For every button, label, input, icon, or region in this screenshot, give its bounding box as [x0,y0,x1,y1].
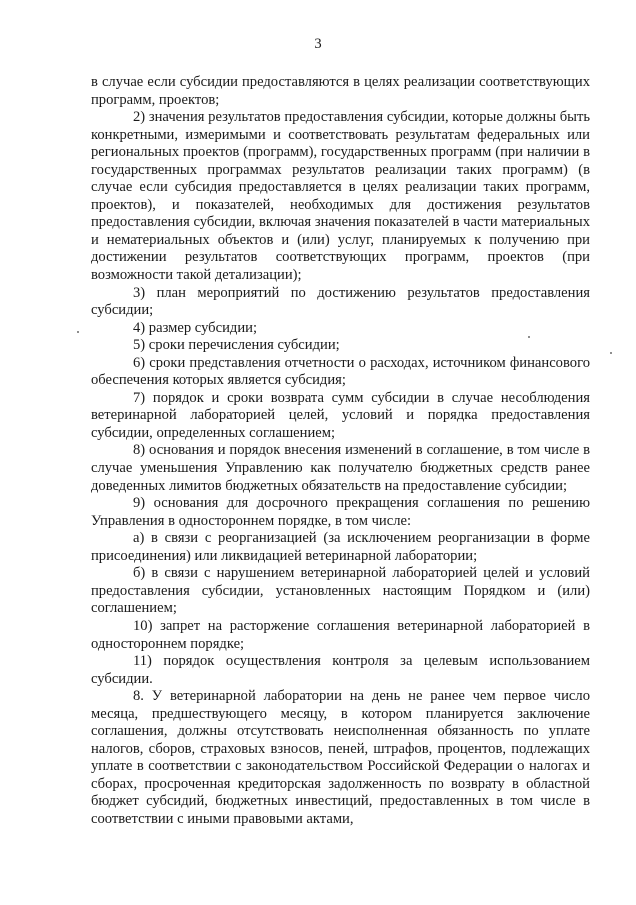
paragraph-item-9-termination-grounds: 9) основания для досрочного прекращения соглашения по решению Управления в одностороннем порядке, в том числе: [91,495,590,529]
paragraph-subsidy-programs-clause: в случае если субсидии предоставляются в целях реализации соответствующих программ, проектов; [91,74,590,108]
page-number: 3 [314,36,322,52]
scan-speck [610,352,612,354]
paragraph-section-8-requirements: 8. У ветеринарной лаборатории на день не ранее чем первое число месяца, предшествующего месяцу, в котором планируется заключение соглашения, должны отсутствовать неисполненная обязанность по уплате налогов, сборов, страховых взносов, пеней, штрафов, процентов, подлежащих уплате в соответствии с законодательством Российской Федерации о налогах и сборах, просроченная кредиторская задолженность по возврату в областной бюджет субсидий, бюджетных инвестиций, предоставленных в том числе в соответствии с иными правовыми актами, [91,688,590,827]
paragraph-item-4-subsidy-amount: 4) размер субсидии; [133,319,257,336]
scan-speck [77,331,79,333]
paragraph-item-7-refund-procedure: 7) порядок и сроки возврата сумм субсидии в случае несоблюдения ветеринарной лабораторией целей, условий и порядка предоставления субсидии, определенных соглашением; [91,389,590,441]
paragraph-item-10-termination-ban: 10) запрет на расторжение соглашения ветеринарной лабораторией в одностороннем порядке; [91,617,590,652]
scan-speck [528,336,530,338]
paragraph-subitem-a-reorganization: а) в связи с реорганизацией (за исключением реорганизации в форме присоединения) или ликвидацией ветеринарной лаборатории; [91,530,590,564]
paragraph-item-11-control-procedure: 11) порядок осуществления контроля за целевым использованием субсидии. [91,653,590,687]
paragraph-subitem-b-violation: б) в связи с нарушением ветеринарной лабораторией целей и условий предоставления субсидии, установленных настоящим Порядком и (или) соглашением; [91,565,590,617]
paragraph-item-2-result-values: 2) значения результатов предоставления субсидии, которые должны быть конкретными, измеримыми и соответствовать результатам федеральных или региональных проектов (программ), государственных программ (при наличии в государственных программах результатов реализации таких программ) (в случае если субсидия предоставляется в целях реализации таких программ, проектов), и показателей, необходимых для достижения результатов предоставления субсидии, включая значения показателей в части материальных и нематериальных объектов и (или) услуг, планируемых к получению при достижении результатов соответствующих программ, проектов (при возможности такой детализации); [91,109,590,284]
paragraph-item-6-reporting-terms: 6) сроки представления отчетности о расходах, источником финансового обеспечения которых является субсидия; [91,354,590,389]
paragraph-item-8-amendment-grounds: 8) основания и порядок внесения изменений в соглашение, в том числе в случае уменьшения Управлению как получателю бюджетных средств ранее доведенных лимитов бюджетных обязательств на предоставление субсидии; [91,442,590,494]
paragraph-item-5-transfer-terms: 5) сроки перечисления субсидии; [133,337,340,354]
document-body [91,74,590,829]
paragraph-item-3-action-plan: 3) план мероприятий по достижению результатов предоставления субсидии; [91,284,590,319]
